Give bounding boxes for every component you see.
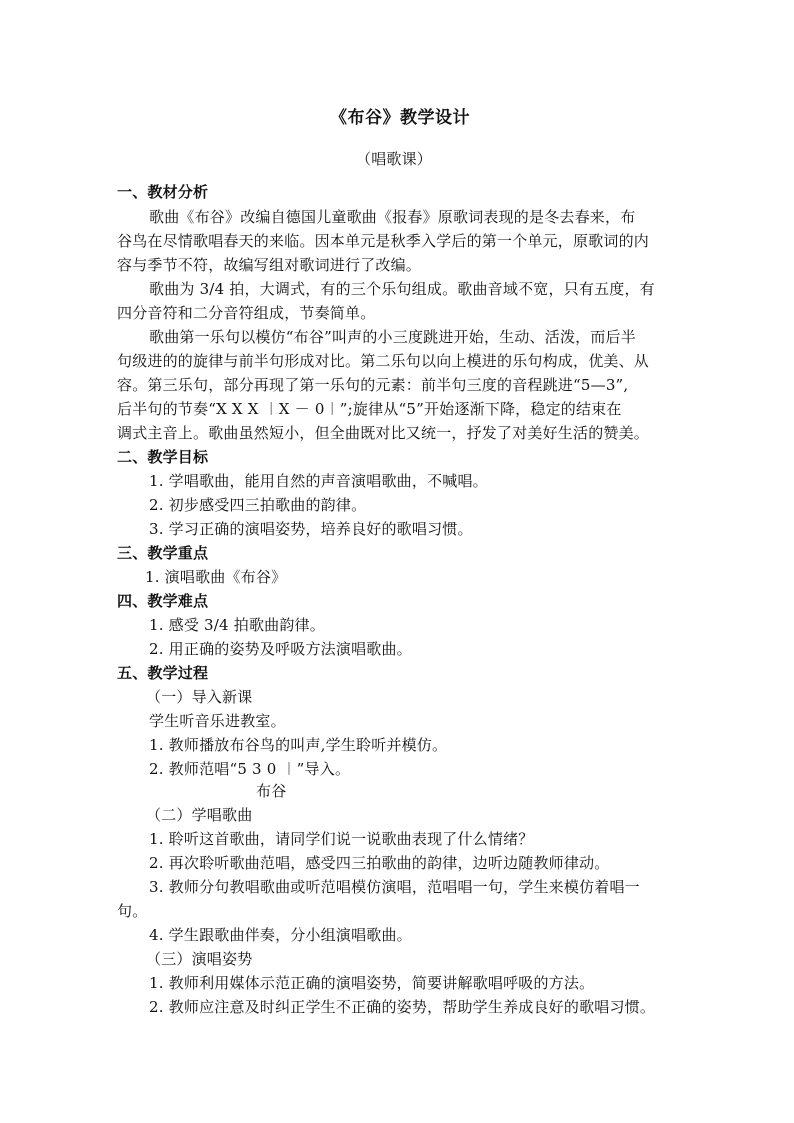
list-item: 1. 演唱歌曲《布谷》 — [145, 568, 287, 586]
paragraph-line: 句级进的的旋律与前半句形成对比。第二乐句以向上模进的乐句构成，优美、从 — [117, 352, 650, 370]
paragraph-line: 后半句的节奏“X X X ︱X － 0︱”;旋律从“5”开始逐渐下降，稳定的结束在 — [117, 400, 622, 418]
list-item: 2. 再次聆听歌曲范唱，感受四三拍歌曲的韵律，边听边随教师律动。 — [149, 854, 610, 872]
list-item: 2. 教师范唱“5 3 0 ︱”导入。 — [149, 760, 351, 778]
paragraph-line: 容与季节不符，故编写组对歌词进行了改编。 — [117, 256, 422, 274]
list-item: 句。 — [117, 902, 148, 920]
section-heading-focus: 三、教学重点 — [117, 544, 209, 562]
list-item: 1. 教师利用媒体示范正确的演唱姿势，简要讲解歌唱呼吸的方法。 — [149, 974, 595, 992]
paragraph-line: 歌曲为 3/4 拍，大调式，有的三个乐句组成。歌曲音域不宽，只有五度，有 — [149, 280, 655, 298]
list-item: 4. 学生跟歌曲伴奏，分小组演唱歌曲。 — [149, 926, 412, 944]
section-heading-goals: 二、教学目标 — [117, 448, 209, 466]
list-item: 1. 教师播放布谷鸟的叫声,学生聆听并模仿。 — [149, 736, 448, 754]
list-item: 3. 教师分句教唱歌曲或听范唱模仿演唱，范唱唱一句，学生来模仿着唱一 — [149, 878, 640, 896]
list-item: 2. 初步感受四三拍歌曲的韵律。 — [149, 496, 367, 514]
paragraph-line: 歌曲《布谷》改编自德国儿童歌曲《报春》原歌词表现的是冬去春来，布 — [149, 208, 636, 226]
paragraph-line: 学生听音乐进教室。 — [149, 712, 286, 730]
list-item: 2. 教师应注意及时纠正学生不正确的姿势，帮助学生养成良好的歌唱习惯。 — [149, 998, 656, 1016]
paragraph-line: 容。第三乐句，部分再现了第一乐句的元素：前半句三度的音程跳进“5—3”, — [117, 376, 629, 394]
paragraph-line: 谷鸟在尽情歌唱春天的来临。因本单元是秋季入学后的第一个单元，原歌词的内 — [117, 232, 650, 250]
list-item: 1. 聆听这首歌曲，请同学们说一说歌曲表现了什么情绪？ — [149, 830, 534, 848]
paragraph-line: 调式主音上。歌曲虽然短小，但全曲既对比又统一，抒发了对美好生活的赞美。 — [117, 424, 650, 442]
paragraph-line: 歌曲第一乐句以模仿“布谷”叫声的小三度跳进开始，生动、活泼，而后半 — [149, 328, 636, 346]
song-lyric: 布谷 — [256, 782, 287, 800]
paragraph-line: 四分音符和二分音符组成，节奏简单。 — [117, 304, 376, 322]
section-heading-analysis: 一、教材分析 — [117, 183, 209, 201]
list-item: 1. 学唱歌曲，能用自然的声音演唱歌曲，不喊唱。 — [149, 472, 488, 490]
section-heading-difficulties: 四、教学难点 — [117, 592, 209, 610]
page-subtitle: （唱歌课） — [356, 150, 433, 168]
section-heading-process: 五、教学过程 — [117, 664, 209, 682]
list-item: 3. 学习正确的演唱姿势，培养良好的歌唱习惯。 — [149, 520, 473, 538]
page-title: 《布谷》教学设计 — [330, 108, 470, 128]
list-item: 1. 感受 3/4 拍歌曲韵律。 — [149, 616, 325, 634]
subsection-heading: （三）演唱姿势 — [146, 950, 253, 968]
list-item: 2. 用正确的姿势及呼吸方法演唱歌曲。 — [149, 640, 412, 658]
subsection-heading: （一）导入新课 — [146, 688, 253, 706]
subsection-heading: （二）学唱歌曲 — [146, 806, 253, 824]
